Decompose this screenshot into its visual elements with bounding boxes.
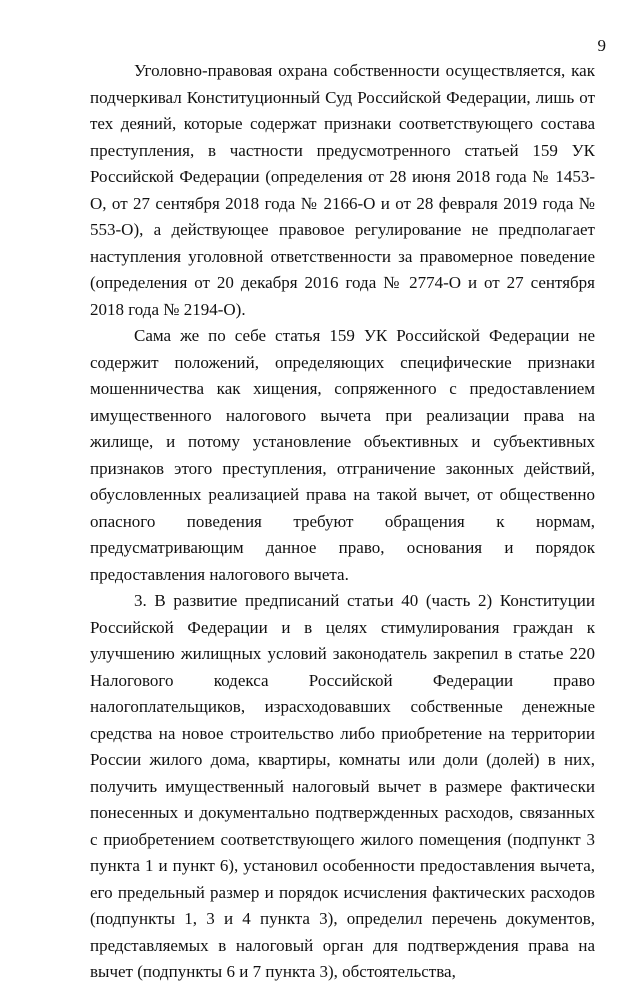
- paragraph-1: Уголовно-правовая охрана собственности осуществляется, как подчеркивал Конституционный Суд Российской Федерации, лишь от тех деяний, которые содержат признаки соответствующего состава преступления, в частности предусмотренного статьей 159 УК Российской Федерации (определения от 28 июня 2018 года № 1453-О, от 27 сентября 2018 года № 2166-О и от 28 февраля 2019 года № 553-О), а действующее правовое регулирование не предполагает наступления уголовной ответственности за правомерное поведение (определения от 20 декабря 2016 года № 2774-О и от 27 сентября 2018 года № 2194-О).: [90, 61, 595, 319]
- document-body: [90, 58, 595, 986]
- paragraph-3: 3. В развитие предписаний статьи 40 (часть 2) Конституции Российской Федерации и в целях стимулирования граждан к улучшению жилищных условий законодатель закрепил в статье 220 Налогового кодекса Российской Федерации право налогоплательщиков, израсходовавших собственные денежные средства на новое строительство либо приобретение на территории России жилого дома, квартиры, комнаты или доли (долей) в них, получить имущественный налоговый вычет в размере фактически понесенных и документально подтвержденных расходов, связанных с приобретением соответствующего жилого помещения (подпункт 3 пункта 1 и пункт 6), установил особенности предоставления вычета, его предельный размер и порядок исчисления фактических расходов (подпункты 1, 3 и 4 пункта 3), определил перечень документов, представляемых в налоговый орган для подтверждения права на вычет (подпункты 6 и 7 пункта 3), обстоятельства,: [90, 591, 595, 981]
- page-number: 9: [597, 36, 606, 55]
- paragraph-2: Сама же по себе статья 159 УК Российской Федерации не содержит положений, определяющих специфические признаки мошенничества как хищения, сопряженного с предоставлением имущественного налогового вычета при реализации права на жилище, и потому установление объективных и субъективных признаков этого преступления, отграничение законных действий, обусловленных реализацией права на такой вычет, от общественно опасного поведения требуют обращения к нормам, предусматривающим данное право, основания и порядок предоставления налогового вычета.: [90, 326, 595, 584]
